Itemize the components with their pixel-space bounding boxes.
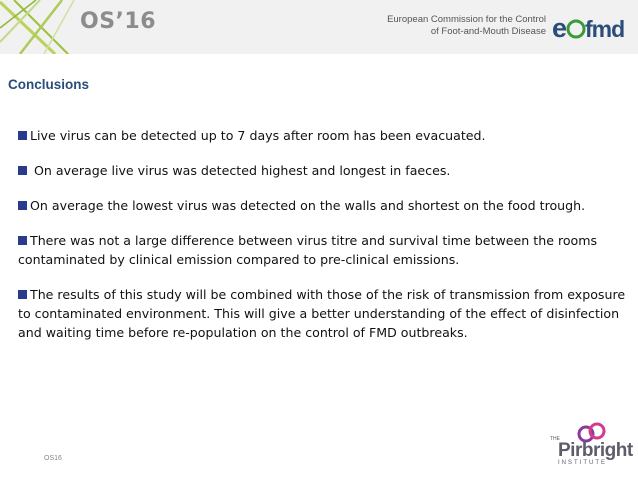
commission-line-1: European Commission for the Control [387, 14, 546, 25]
bullet-text: On average the lowest virus was detected on the walls and shortest on the food trough. [30, 198, 586, 213]
svg-text:fmd: fmd [585, 16, 625, 42]
slide-title: Conclusions [8, 77, 90, 92]
pirbright-wordmark: Pirbright [558, 440, 633, 461]
pirbright-institute: INSTITUTE [558, 460, 607, 466]
decorative-lines-icon [0, 0, 80, 54]
slide-footer-label: OS16 [44, 455, 62, 462]
pirbright-logo [548, 422, 633, 466]
bullet-text: On average live virus was detected highest and longest in faeces. [30, 163, 451, 178]
conclusion-list [18, 126, 628, 358]
bullet-item [18, 285, 628, 342]
svg-text:e: e [552, 13, 567, 43]
bullet-item [18, 161, 628, 180]
bullet-text: Live virus can be detected up to 7 days after room has been evacuated. [30, 128, 486, 143]
bullet-item [18, 126, 628, 145]
bullet-item [18, 231, 628, 269]
eufmd-logo-icon [552, 12, 628, 44]
bullet-box-icon [18, 131, 27, 140]
commission-line-2: of Foot-and-Mouth Disease [430, 26, 546, 37]
bullet-text: The results of this study will be combined with those of the risk of transmission from exposure to contaminated environment. This will give a better understanding of the effect of disinfection and waiting time before re-population on the control of FMD outbreaks. [18, 287, 626, 340]
slide-header [0, 0, 638, 54]
bullet-item [18, 196, 628, 215]
bullet-box-icon [18, 166, 27, 175]
bullet-box-icon [18, 201, 27, 210]
bullet-text: There was not a large difference between virus titre and survival time between the rooms contaminated by clinical emission compared to pre-clinical emissions. [18, 233, 598, 267]
os16-logo: OS’16 [80, 9, 157, 34]
pirbright-prefix: THE [550, 436, 560, 442]
bullet-box-icon [18, 236, 27, 245]
commission-name [346, 14, 546, 38]
bullet-box-icon [18, 290, 27, 299]
